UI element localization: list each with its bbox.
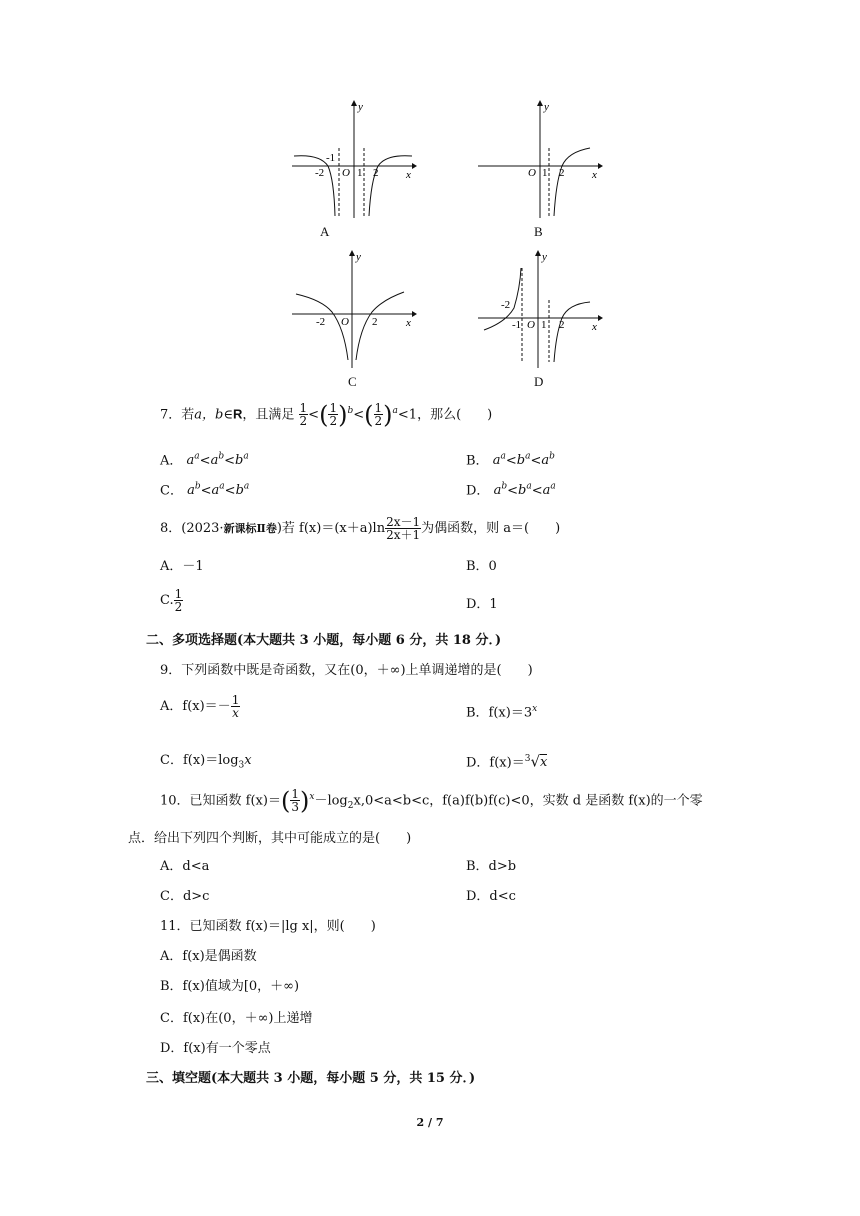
option-9a[interactable]: A．f(x)＝－ $\frac{1}{x}$ <box>160 693 240 720</box>
graph-d <box>476 248 606 389</box>
tick-label: 2 <box>372 316 378 328</box>
option-7c[interactable]: C． $a^b<a^a<b^a$ <box>160 482 250 499</box>
tick-label: 1 <box>542 167 548 179</box>
page-number: 2 / 7 <box>416 1116 444 1129</box>
option-9b[interactable]: B．$f(x)=3^x$ <box>466 704 538 721</box>
x-axis-label: x <box>592 321 597 333</box>
option-8b[interactable]: B．0 <box>466 559 497 574</box>
y-axis-label: y <box>356 251 361 263</box>
graph-label: D <box>534 374 544 389</box>
option-7d[interactable]: D． $a^b<b^a<a^a$ <box>466 482 556 499</box>
question-7-stem: 7．若a，b∈R，且满足 $\frac{1}{2}$ <( $\frac{1}{2}$ )$^b$<( $\frac{1}{2}$ )$^a$<1，那么( ) <box>160 400 493 429</box>
option-10d[interactable]: D．d<c <box>466 889 516 904</box>
tick-label: -1 <box>512 319 522 331</box>
origin-label: O <box>342 167 350 179</box>
option-10a[interactable]: A．d<a <box>160 859 210 874</box>
graph-c <box>290 248 420 389</box>
question-8-stem: 8．(2023·新课标Ⅱ卷)若 f(x)＝(x＋a)ln $\frac{2x-1}{2x+1}$ 为偶函数，则 a＝( ) <box>160 515 561 542</box>
option-10c[interactable]: C．d>c <box>160 889 210 904</box>
section-3-heading: 三、填空题(本大题共 3 小题，每小题 5 分，共 15 分．) <box>146 1071 476 1086</box>
option-11c[interactable]: C．f(x)在(0，＋∞)上递增 <box>160 1011 313 1026</box>
x-axis-label: x <box>406 169 411 181</box>
y-axis-label: y <box>542 251 547 263</box>
origin-label: O <box>528 167 536 179</box>
question-10-stem: 10．已知函数 f(x)＝( $\frac{1}{3}$ )$^x-\log_2x,0<a<b<c$，f(a)f(b)f(c)<0，实数 d 是函数 f(x)的一个零 <box>160 786 703 815</box>
graph-label: A <box>320 224 330 239</box>
option-9c[interactable]: C．$f(x)=\log_3x$ <box>160 753 252 771</box>
tick-label: -2 <box>315 167 325 179</box>
x-axis-label: x <box>406 317 411 329</box>
option-11b[interactable]: B．f(x)值域为[0，＋∞) <box>160 979 300 994</box>
y-axis-label: y <box>358 101 363 113</box>
question-9-stem: 9．下列函数中既是奇函数，又在(0，＋∞)上单调递增的是( ) <box>160 663 533 678</box>
graph-label: B <box>534 224 543 239</box>
graph-b <box>476 98 606 239</box>
tick-label: 2 <box>373 167 379 179</box>
x-axis-label: x <box>592 169 597 181</box>
option-9d[interactable]: D．f(x)＝$^3$√x <box>466 752 548 771</box>
option-11a[interactable]: A．f(x)是偶函数 <box>160 949 257 964</box>
origin-label: O <box>341 316 349 328</box>
tick-label: -1 <box>326 152 336 164</box>
tick-label: -2 <box>316 316 326 328</box>
tick-label: 1 <box>357 167 363 179</box>
option-8c[interactable]: C. $\frac{1}{2}$ <box>160 587 183 614</box>
tick-label: 2 <box>559 167 565 179</box>
y-axis-label: y <box>544 101 549 113</box>
question-11-stem: 11．已知函数 f(x)＝|lg x|，则( ) <box>160 919 376 934</box>
tick-label: -2 <box>501 299 511 311</box>
origin-label: O <box>527 319 535 331</box>
section-2-heading: 二、多项选择题(本大题共 3 小题，每小题 6 分，共 18 分．) <box>146 633 502 648</box>
option-11d[interactable]: D．f(x)有一个零点 <box>160 1041 271 1056</box>
option-7b[interactable]: B． $a^a<b^a<a^b$ <box>466 452 555 469</box>
tick-label: 2 <box>559 319 565 331</box>
graph-a <box>290 98 420 239</box>
graph-label: C <box>348 374 357 389</box>
option-8d[interactable]: D．1 <box>466 597 498 612</box>
option-7a[interactable]: A． $a^a<a^b<b^a$ <box>160 452 249 469</box>
option-10b[interactable]: B．d>b <box>466 859 517 874</box>
question-10-stem-cont: 点．给出下列四个判断，其中可能成立的是( ) <box>128 831 412 846</box>
tick-label: 1 <box>541 319 547 331</box>
option-8a[interactable]: A．－1 <box>160 559 204 574</box>
